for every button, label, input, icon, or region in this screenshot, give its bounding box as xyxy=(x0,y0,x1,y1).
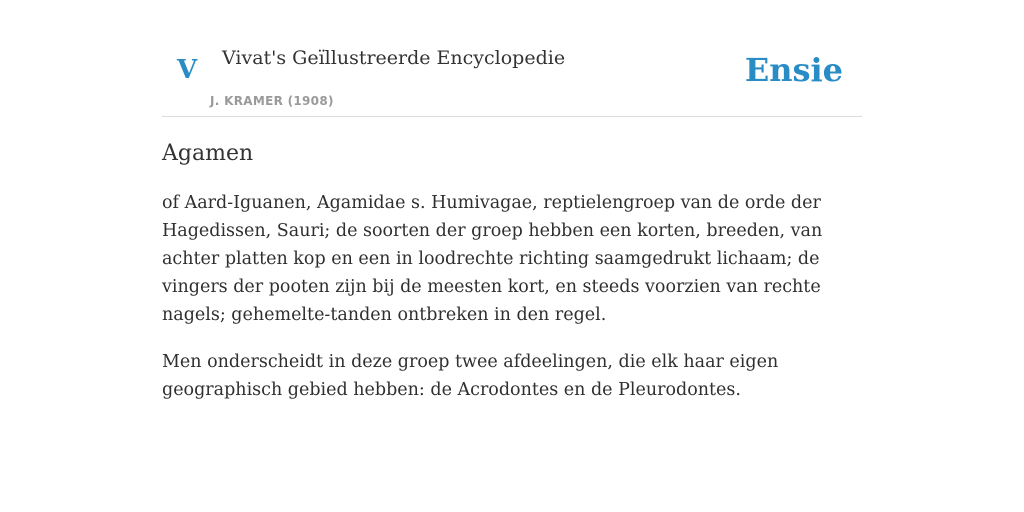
article-paragraph: Men onderscheidt in deze groep twee afdeelingen, die elk haar eigen geographisch gebied hebben: de Acrodontes en de Pleurodontes. xyxy=(162,352,779,400)
book-title[interactable]: Vivat's Geïllustreerde Encyclopedie xyxy=(222,47,566,69)
book-author: J. KRAMER (1908) xyxy=(210,94,334,108)
ensie-logo[interactable]: Ensie xyxy=(744,51,843,89)
article-paragraph: of Aard-Iguanen, Agamidae s. Humivagae, reptielengroep van de orde der Hagedissen, Sauri; de soorten der groep hebben een korten, breeden, van achter platten kop en een in loodrechte richting saamgedrukt lichaam; de vingers der pooten zijn bij de meesten kort, en steeds voorzien van rechte nagels; gehemelte-tanden ontbreken in den regel. xyxy=(162,193,823,325)
source-logo[interactable]: V xyxy=(177,55,198,85)
header xyxy=(162,0,862,117)
article xyxy=(162,138,862,423)
article-headword: Agamen xyxy=(162,141,254,166)
